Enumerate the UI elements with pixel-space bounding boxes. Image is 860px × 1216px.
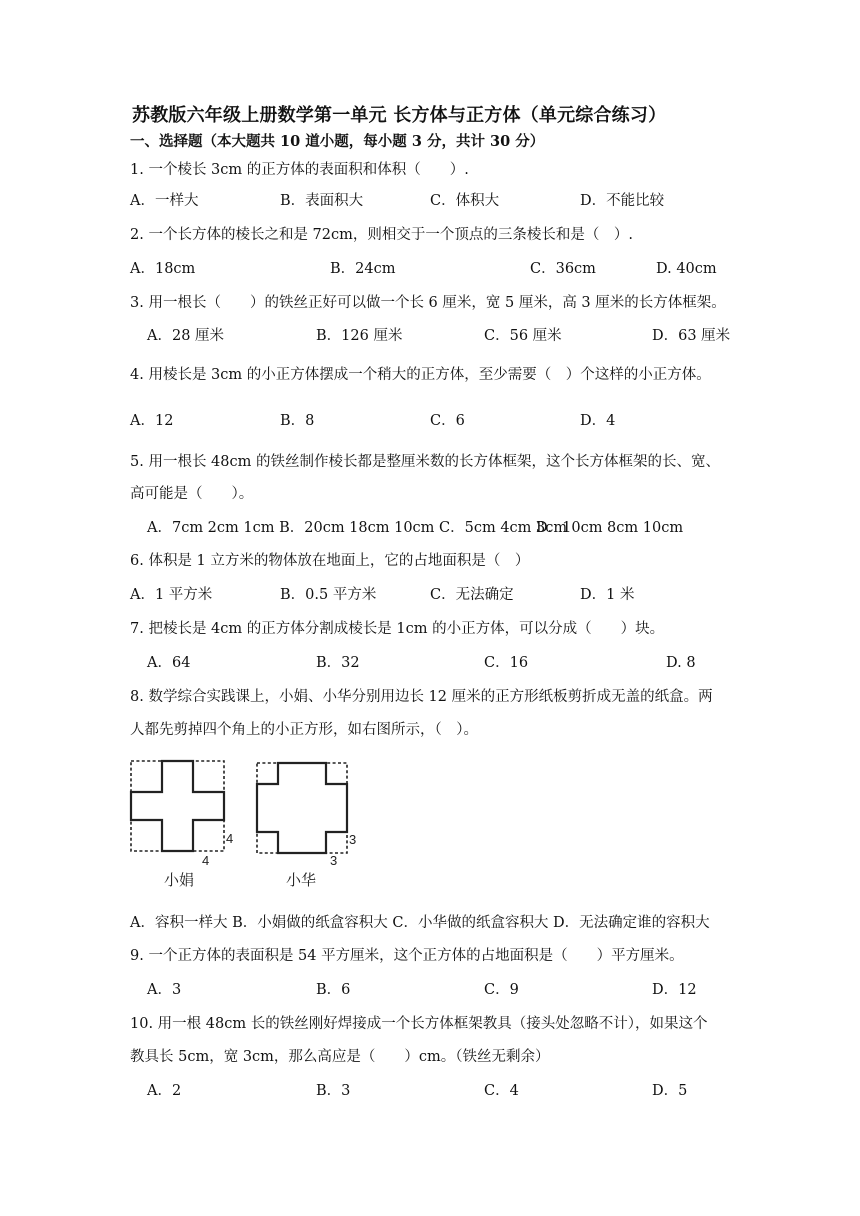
question-9-option-a: A．3 xyxy=(147,982,182,998)
question-3-stem: 3. 用一根长（ ）的铁丝正好可以做一个长 6 厘米，宽 5 厘米，高 3 厘米的长方体框架。 xyxy=(130,295,726,311)
question-6-option-a: A．1 平方米 xyxy=(130,587,213,603)
question-3-option-c: C．56 厘米 xyxy=(484,328,562,344)
xiaohua-corner-side-label: 3 xyxy=(349,832,357,847)
question-6-option-d: D．1 米 xyxy=(580,587,635,603)
question-4-stem: 4. 用棱长是 3cm 的小正方体摆成一个稍大的正方体，至少需要（ ）个这样的小正方体。 xyxy=(130,367,711,383)
question-1-option-d: D．不能比较 xyxy=(580,193,665,209)
xiaohua-outer-square xyxy=(257,763,347,853)
page-title: 苏教版六年级上册数学第一单元 长方体与正方体（单元综合练习） xyxy=(132,105,667,126)
question-10-stem-line-2: 教具长 5cm，宽 3cm，那么高应是（ ）cm。（铁丝无剩余） xyxy=(130,1049,550,1065)
xiaojuan-corner-side-label: 4 xyxy=(226,831,234,846)
question-2-option-a: A．18cm xyxy=(130,261,196,277)
question-2-option-c: C．36cm xyxy=(530,261,596,277)
question-3-option-d: D．63 厘米 xyxy=(652,328,731,344)
xiaohua-corner-bottom-label: 3 xyxy=(330,853,338,868)
question-7-option-d: D. 8 xyxy=(666,655,696,671)
question-8-figure xyxy=(128,758,358,894)
question-9-stem: 9. 一个正方体的表面积是 54 平方厘米，这个正方体的占地面积是（ ）平方厘米。 xyxy=(130,948,684,964)
question-1-option-c: C．体积大 xyxy=(430,193,500,209)
question-1-option-a: A．一样大 xyxy=(130,193,199,209)
question-4-option-d: D．4 xyxy=(580,413,616,429)
xiaojuan-cross-shape xyxy=(131,761,224,851)
question-6-option-b: B．0.5 平方米 xyxy=(280,587,377,603)
question-2-stem: 2. 一个长方体的棱长之和是 72cm，则相交于一个顶点的三条棱长和是（ ）. xyxy=(130,227,633,243)
question-2-option-b: B．24cm xyxy=(330,261,396,277)
question-8-stem-line-2: 人都先剪掉四个角上的小正方形，如右图所示，（ ）。 xyxy=(130,722,478,738)
question-9-option-b: B．6 xyxy=(316,982,351,998)
question-10-stem-line-1: 10. 用一根 48cm 长的铁丝刚好焊接成一个长方体框架教具（接头处忽略不计），如果这个 xyxy=(130,1016,708,1032)
question-7-stem: 7. 把棱长是 4cm 的正方体分割成棱长是 1cm 的小正方体，可以分成（ ）块。 xyxy=(130,621,665,637)
question-5-stem-line-2: 高可能是（ ）。 xyxy=(130,486,254,502)
question-1-stem: 1. 一个棱长 3cm 的正方体的表面积和体积（ ）. xyxy=(130,162,469,178)
section-heading: 一、选择题（本大题共 10 道小题，每小题 3 分，共计 30 分） xyxy=(130,133,545,150)
question-4-option-c: C．6 xyxy=(430,413,465,429)
question-7-option-c: C．16 xyxy=(484,655,529,671)
xiaohua-notched-shape xyxy=(257,763,347,853)
question-3-option-a: A．28 厘米 xyxy=(147,328,225,344)
question-8-stem-line-1: 8. 数学综合实践课上，小娟、小华分别用边长 12 厘米的正方形纸板剪折成无盖的纸盒。两 xyxy=(130,689,713,705)
question-8-options: A．容积一样大 B．小娟做的纸盒容积大 C．小华做的纸盒容积大 D．无法确定谁的容积大 xyxy=(130,915,710,931)
question-10-option-c: C．4 xyxy=(484,1083,519,1099)
question-9-option-c: C．9 xyxy=(484,982,519,998)
question-4-option-b: B．8 xyxy=(280,413,315,429)
question-3-option-b: B．126 厘米 xyxy=(316,328,403,344)
question-9-option-d: D．12 xyxy=(652,982,697,998)
question-1-option-b: B．表面积大 xyxy=(280,193,364,209)
question-10-option-a: A．2 xyxy=(147,1083,182,1099)
xiaojuan-label: 小娟 xyxy=(164,872,195,889)
xiaohua-label: 小华 xyxy=(286,872,317,889)
question-6-stem: 6. 体积是 1 立方米的物体放在地面上，它的占地面积是（ ） xyxy=(130,553,530,569)
question-5-option-d: D．10cm 8cm 10cm xyxy=(536,520,684,536)
question-7-option-b: B．32 xyxy=(316,655,360,671)
question-10-option-b: B．3 xyxy=(316,1083,351,1099)
xiaojuan-corner-bottom-label: 4 xyxy=(202,853,210,868)
question-10-option-d: D．5 xyxy=(652,1083,688,1099)
question-5-options-abc: A．7cm 2cm 1cm B．20cm 18cm 10cm C．5cm 4cm 3cm xyxy=(147,520,568,536)
question-2-option-d: D. 40cm xyxy=(656,261,717,277)
question-7-option-a: A．64 xyxy=(147,655,191,671)
question-6-option-c: C．无法确定 xyxy=(430,587,514,603)
xiaojuan-outer-square xyxy=(131,761,224,851)
question-4-option-a: A．12 xyxy=(130,413,174,429)
question-5-stem-line-1: 5. 用一根长 48cm 的铁丝制作棱长都是整厘米数的长方体框架，这个长方体框架的长、宽、 xyxy=(130,454,720,470)
